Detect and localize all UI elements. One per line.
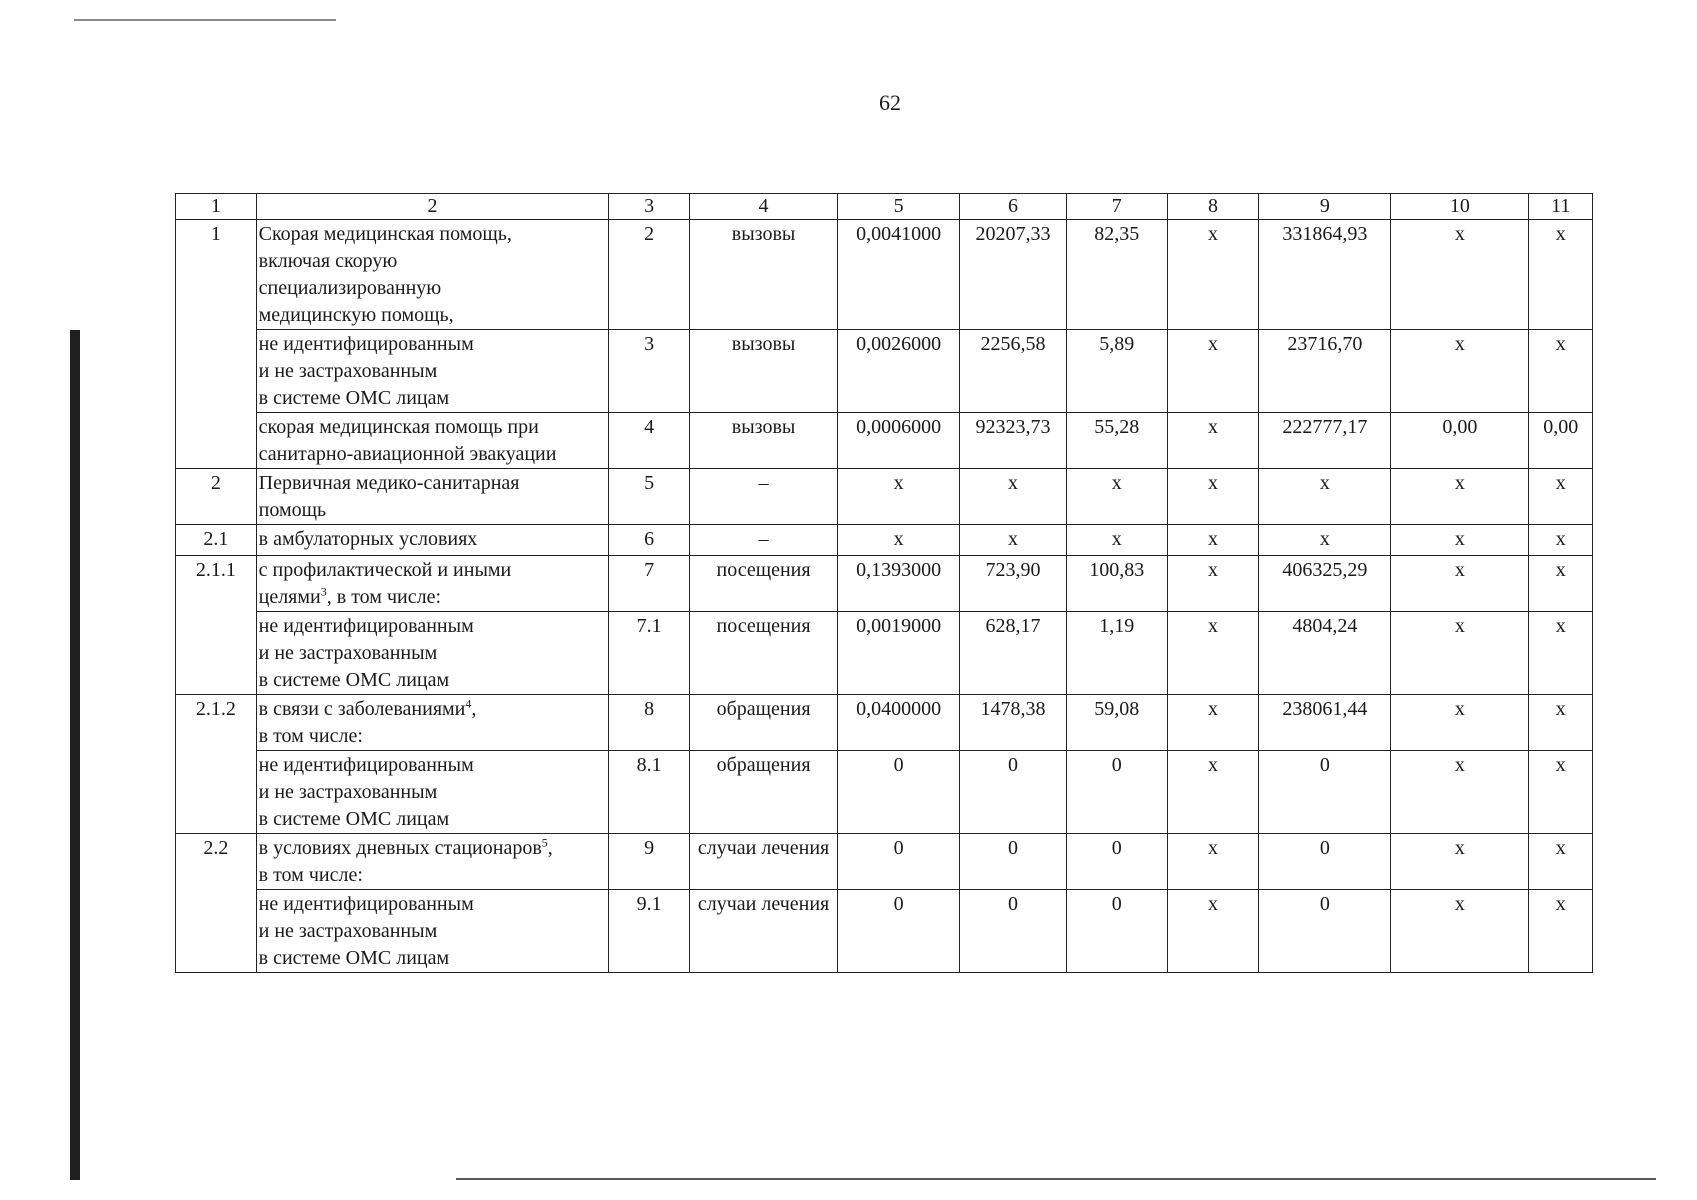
row-line-number: 5	[609, 469, 690, 525]
footnote-ref: 4	[465, 696, 472, 711]
row-col9: 238061,44	[1259, 695, 1391, 751]
row-col10: 0,00	[1391, 413, 1529, 469]
row-description: не идентифицированным и не застрахованным в системе ОМС лицам	[256, 751, 609, 834]
table-row	[176, 413, 1593, 469]
row-col11: х	[1529, 612, 1593, 695]
row-col8: х	[1167, 330, 1259, 413]
row-col11: х	[1529, 525, 1593, 556]
row-unit: обращения	[689, 695, 837, 751]
row-unit: вызовы	[689, 330, 837, 413]
table-row	[176, 751, 1593, 834]
row-number: 2	[176, 469, 257, 525]
row-col7: 100,83	[1066, 556, 1167, 612]
row-col9: х	[1259, 525, 1391, 556]
table-row	[176, 890, 1593, 973]
row-col9: 4804,24	[1259, 612, 1391, 695]
column-header: 11	[1529, 194, 1593, 220]
row-description: с профилактической и иными целями$^3$, в том числе:	[256, 556, 609, 612]
page-number: 62	[879, 90, 901, 115]
row-col8: х	[1167, 751, 1259, 834]
row-number: 2.1	[176, 525, 257, 556]
row-description: не идентифицированным и не застрахованным в системе ОМС лицам	[256, 612, 609, 695]
row-col6: 0	[960, 834, 1067, 890]
column-header: 9	[1259, 194, 1391, 220]
row-col10: х	[1391, 890, 1529, 973]
table-row	[176, 330, 1593, 413]
row-col10: х	[1391, 695, 1529, 751]
row-line-number: 3	[609, 330, 690, 413]
table-row	[176, 556, 1593, 612]
table-row	[176, 834, 1593, 890]
row-col8: х	[1167, 525, 1259, 556]
row-line-number: 2	[609, 220, 690, 330]
row-col7: 5,89	[1066, 330, 1167, 413]
row-number: 2.2	[176, 834, 257, 890]
row-col7: х	[1066, 469, 1167, 525]
row-unit: посещения	[689, 556, 837, 612]
row-line-number: 7.1	[609, 612, 690, 695]
scan-artifact-top-line	[74, 19, 336, 21]
row-col7: х	[1066, 525, 1167, 556]
row-col5: 0	[838, 751, 960, 834]
row-col6: 20207,33	[960, 220, 1067, 330]
table-row	[176, 469, 1593, 525]
row-col9: 23716,70	[1259, 330, 1391, 413]
row-number: 1	[176, 220, 257, 330]
row-col7: 0	[1066, 890, 1167, 973]
column-header: 3	[609, 194, 690, 220]
row-unit: посещения	[689, 612, 837, 695]
column-header: 2	[256, 194, 609, 220]
row-col5: х	[838, 469, 960, 525]
column-number-row	[176, 194, 1593, 220]
row-description: скорая медицинская помощь при санитарно-авиационной эвакуации	[256, 413, 609, 469]
row-unit: случаи лечения	[689, 890, 837, 973]
row-col7: 82,35	[1066, 220, 1167, 330]
row-col6: х	[960, 525, 1067, 556]
row-col8: х	[1167, 556, 1259, 612]
row-col10: х	[1391, 469, 1529, 525]
row-col6: х	[960, 469, 1067, 525]
row-col8: х	[1167, 695, 1259, 751]
row-description: Первичная медико-санитарная помощь	[256, 469, 609, 525]
column-header: 4	[689, 194, 837, 220]
row-col5: 0	[838, 890, 960, 973]
scan-artifact-bottom-line	[456, 1178, 1656, 1180]
row-number	[176, 330, 257, 413]
column-header: 5	[838, 194, 960, 220]
row-description: в связи с заболеваниями$^4$, в том числе:	[256, 695, 609, 751]
row-description: не идентифицированным и не застрахованным в системе ОМС лицам	[256, 330, 609, 413]
row-col6: 0	[960, 890, 1067, 973]
row-col6: 628,17	[960, 612, 1067, 695]
row-col8: х	[1167, 890, 1259, 973]
row-col11: х	[1529, 330, 1593, 413]
row-line-number: 4	[609, 413, 690, 469]
row-number: 2.1.1	[176, 556, 257, 612]
row-col7: 59,08	[1066, 695, 1167, 751]
row-number	[176, 890, 257, 973]
row-col9: 0	[1259, 890, 1391, 973]
table-row	[176, 220, 1593, 330]
row-line-number: 7	[609, 556, 690, 612]
row-col8: х	[1167, 612, 1259, 695]
row-col6: 2256,58	[960, 330, 1067, 413]
footnote-ref: 5	[541, 835, 548, 850]
row-col11: х	[1529, 556, 1593, 612]
row-unit: вызовы	[689, 413, 837, 469]
scan-artifact-left-edge	[70, 330, 80, 1180]
row-col7: 0	[1066, 834, 1167, 890]
row-col9: 406325,29	[1259, 556, 1391, 612]
row-col6: 723,90	[960, 556, 1067, 612]
table-row	[176, 695, 1593, 751]
column-header: 6	[960, 194, 1067, 220]
table-row	[176, 612, 1593, 695]
row-description: Скорая медицинская помощь, включая скорую специализированную медицинскую помощь,	[256, 220, 609, 330]
column-header: 1	[176, 194, 257, 220]
row-col6: 92323,73	[960, 413, 1067, 469]
row-col9: 331864,93	[1259, 220, 1391, 330]
row-line-number: 9.1	[609, 890, 690, 973]
row-col7: 0	[1066, 751, 1167, 834]
row-description: в условиях дневных стационаров$^5$, в том числе:	[256, 834, 609, 890]
row-number: 2.1.2	[176, 695, 257, 751]
column-header: 10	[1391, 194, 1529, 220]
row-col10: х	[1391, 834, 1529, 890]
row-col5: 0,0400000	[838, 695, 960, 751]
row-line-number: 9	[609, 834, 690, 890]
row-unit: случаи лечения	[689, 834, 837, 890]
row-col10: х	[1391, 751, 1529, 834]
row-col10: х	[1391, 556, 1529, 612]
row-number	[176, 751, 257, 834]
row-description: в амбулаторных условиях	[256, 525, 609, 556]
row-col8: х	[1167, 469, 1259, 525]
row-col7: 1,19	[1066, 612, 1167, 695]
row-col5: 0,0026000	[838, 330, 960, 413]
table-row	[176, 525, 1593, 556]
row-col8: х	[1167, 834, 1259, 890]
tariff-table	[175, 193, 1593, 973]
row-unit: –	[689, 469, 837, 525]
row-col9: 0	[1259, 751, 1391, 834]
row-line-number: 8	[609, 695, 690, 751]
row-number	[176, 612, 257, 695]
row-col9: 222777,17	[1259, 413, 1391, 469]
column-header: 8	[1167, 194, 1259, 220]
row-col9: 0	[1259, 834, 1391, 890]
row-col6: 1478,38	[960, 695, 1067, 751]
row-col8: х	[1167, 220, 1259, 330]
row-col5: 0,1393000	[838, 556, 960, 612]
row-col11: х	[1529, 890, 1593, 973]
row-col10: х	[1391, 330, 1529, 413]
row-line-number: 6	[609, 525, 690, 556]
row-col11: х	[1529, 834, 1593, 890]
row-col9: х	[1259, 469, 1391, 525]
row-col11: х	[1529, 220, 1593, 330]
row-col11: х	[1529, 469, 1593, 525]
row-col5: 0,0006000	[838, 413, 960, 469]
row-col11: х	[1529, 695, 1593, 751]
row-col5: 0,0019000	[838, 612, 960, 695]
row-col10: х	[1391, 612, 1529, 695]
row-col5: 0,0041000	[838, 220, 960, 330]
row-col10: х	[1391, 525, 1529, 556]
row-line-number: 8.1	[609, 751, 690, 834]
row-col10: х	[1391, 220, 1529, 330]
row-col6: 0	[960, 751, 1067, 834]
row-unit: вызовы	[689, 220, 837, 330]
footnote-ref: 3	[320, 584, 327, 599]
row-col5: х	[838, 525, 960, 556]
row-col7: 55,28	[1066, 413, 1167, 469]
row-number	[176, 413, 257, 469]
row-unit: –	[689, 525, 837, 556]
row-col11: 0,00	[1529, 413, 1593, 469]
row-unit: обращения	[689, 751, 837, 834]
row-col11: х	[1529, 751, 1593, 834]
row-description: не идентифицированным и не застрахованным в системе ОМС лицам	[256, 890, 609, 973]
row-col8: х	[1167, 413, 1259, 469]
row-col5: 0	[838, 834, 960, 890]
column-header: 7	[1066, 194, 1167, 220]
